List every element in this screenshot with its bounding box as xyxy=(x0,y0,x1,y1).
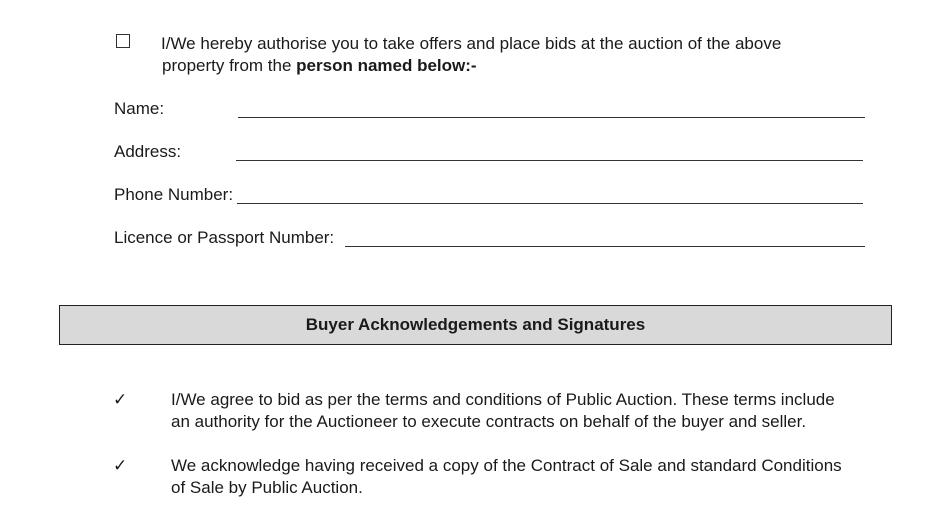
phone-label: Phone Number: xyxy=(114,185,234,204)
name-field[interactable] xyxy=(238,95,865,115)
phone-field[interactable] xyxy=(237,181,863,201)
acknowledgement-2-line-2: of Sale by Public Auction. xyxy=(171,478,363,497)
authorise-line-2-bold: person named below:- xyxy=(296,56,477,75)
name-label: Name: xyxy=(114,99,165,118)
address-label: Address: xyxy=(114,142,182,161)
acknowledgement-item-2 xyxy=(171,455,881,499)
authorise-line-2-prefix: property from the xyxy=(162,56,297,75)
authorise-statement xyxy=(161,33,841,77)
licence-field[interactable] xyxy=(345,224,865,244)
acknowledgement-item-1 xyxy=(171,389,881,433)
licence-field-line xyxy=(345,246,865,247)
authorise-checkbox[interactable] xyxy=(116,34,130,48)
phone-field-line xyxy=(237,203,863,204)
licence-label: Licence or Passport Number: xyxy=(114,228,335,247)
address-field[interactable] xyxy=(236,138,863,158)
authorise-line-2 xyxy=(161,55,841,77)
section-title: Buyer Acknowledgements and Signatures xyxy=(305,315,646,334)
section-header-buyer-acknowledgements xyxy=(59,305,892,345)
checkmark-icon: ✓ xyxy=(113,456,128,476)
acknowledgement-1-line-2: an authority for the Auctioneer to execute contracts on behalf of the buyer and seller. xyxy=(171,412,807,431)
name-field-line xyxy=(238,117,865,118)
address-field-line xyxy=(236,160,863,161)
authorise-line-1: I/We hereby authorise you to take offers and place bids at the auction of the above xyxy=(161,34,782,53)
acknowledgement-2-line-1: We acknowledge having received a copy of the Contract of Sale and standard Conditions xyxy=(171,456,842,475)
checkmark-icon: ✓ xyxy=(113,390,128,410)
acknowledgement-1-line-1: I/We agree to bid as per the terms and conditions of Public Auction. These terms include xyxy=(171,390,835,409)
